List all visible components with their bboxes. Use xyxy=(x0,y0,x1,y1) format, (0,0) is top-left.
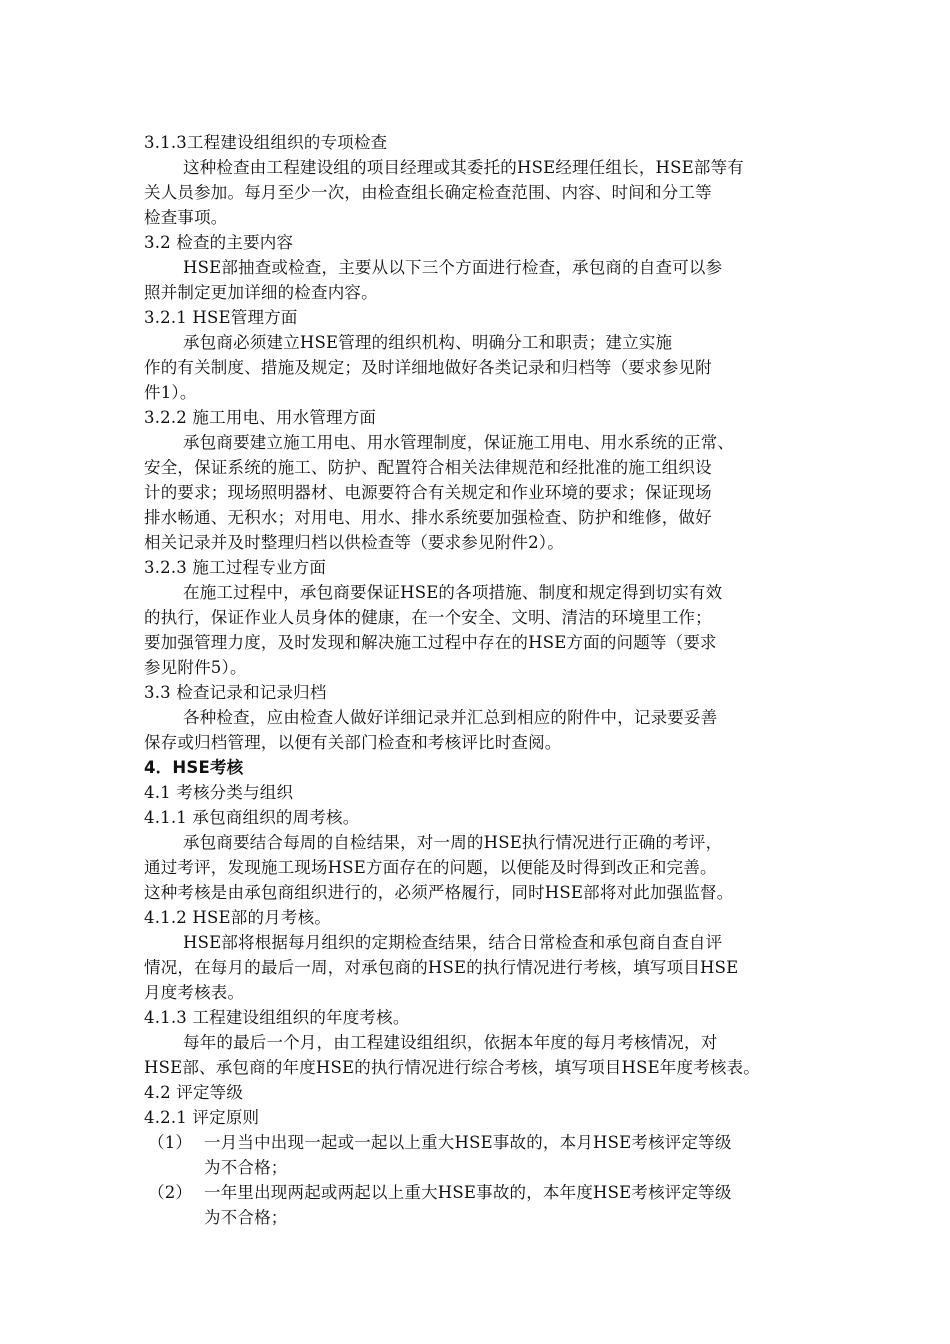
section-heading-4-1-2: 4.1.2 HSE部的月考核。 xyxy=(144,908,331,927)
paragraph-line: 承包商必须建立HSE管理的组织机构、明确分工和职责；建立实施 xyxy=(183,333,673,352)
list-item-line: 为不合格； xyxy=(204,1158,288,1177)
list-marker: （2） xyxy=(148,1183,193,1202)
section-heading-4-1-1: 4.1.1 承包商组织的周考核。 xyxy=(144,808,360,827)
paragraph-line: 检查事项。 xyxy=(144,208,228,227)
section-heading-4-2-1: 4.2.1 评定原则 xyxy=(144,1108,260,1127)
section-heading-3-2-3: 3.2.3 施工过程专业方面 xyxy=(144,558,327,577)
paragraph-line: 要加强管理力度，及时发现和解决施工过程中存在的HSE方面的问题等（要求 xyxy=(144,633,717,652)
paragraph-line: 安全，保证系统的施工、防护、配置符合相关法律规范和经批准的施工组织设 xyxy=(144,458,712,477)
section-heading-3-2-2: 3.2.2 施工用电、用水管理方面 xyxy=(144,408,377,427)
section-heading-3-2-1: 3.2.1 HSE管理方面 xyxy=(144,308,298,327)
section-heading-4-2: 4.2 评定等级 xyxy=(144,1083,244,1102)
list-item-line: 一年里出现两起或两起以上重大HSE事故的，本年度HSE考核评定等级 xyxy=(204,1183,732,1202)
section-heading-3-3: 3.3 检查记录和记录归档 xyxy=(144,683,327,702)
paragraph-line: 月度考核表。 xyxy=(144,983,245,1002)
paragraph-line: 各种检查，应由检查人做好详细记录并汇总到相应的附件中，记录要妥善 xyxy=(183,708,718,727)
paragraph-line: 每年的最后一个月，由工程建设组组织，依据本年度的每月考核情况，对 xyxy=(183,1033,718,1052)
section-heading-4-1: 4.1 考核分类与组织 xyxy=(144,783,294,802)
section-heading-3-1-3: 3.1.3工程建设组组织的专项检查 xyxy=(144,133,388,152)
list-marker: （1） xyxy=(148,1133,193,1152)
list-item-line: 为不合格； xyxy=(204,1208,288,1227)
paragraph-line: 关人员参加。每月至少一次，由检查组长确定检查范围、内容、时间和分工等 xyxy=(144,183,712,202)
paragraph-line: 这种检查由工程建设组的项目经理或其委托的HSE经理任组长，HSE部等有 xyxy=(183,158,744,177)
list-item-line: 一月当中出现一起或一起以上重大HSE事故的，本月HSE考核评定等级 xyxy=(204,1133,732,1152)
paragraph-line: 参见附件5）。 xyxy=(144,658,247,677)
chapter-heading-4: 4．HSE考核 xyxy=(144,758,244,777)
paragraph-line: 这种考核是由承包商组织进行的，必须严格履行，同时HSE部将对此加强监督。 xyxy=(144,883,734,902)
paragraph-line: 在施工过程中，承包商要保证HSE的各项措施、制度和规定得到切实有效 xyxy=(183,583,723,602)
paragraph-line: 承包商要建立施工用电、用水管理制度，保证施工用电、用水系统的正常、 xyxy=(183,433,735,452)
paragraph-line: 保存或归档管理，以便有关部门检查和考核评比时查阅。 xyxy=(144,733,562,752)
paragraph-line: 件1）。 xyxy=(144,383,197,402)
paragraph-line: 计的要求；现场照明器材、电源要符合有关规定和作业环境的要求；保证现场 xyxy=(144,483,712,502)
paragraph-line: 的执行，保证作业人员身体的健康，在一个安全、文明、清洁的环境里工作； xyxy=(144,608,712,627)
paragraph-line: 承包商要结合每周的自检结果，对一周的HSE执行情况进行正确的考评， xyxy=(183,833,723,852)
paragraph-line: 通过考评，发现施工现场HSE方面存在的问题，以便能及时得到改正和完善。 xyxy=(144,858,717,877)
section-heading-3-2: 3.2 检查的主要内容 xyxy=(144,233,294,252)
paragraph-line: HSE部抽查或检查，主要从以下三个方面进行检查，承包商的自查可以参 xyxy=(183,258,723,277)
paragraph-line: 排水畅通、无积水；对用电、用水、排水系统要加强检查、防护和维修，做好 xyxy=(144,508,712,527)
paragraph-line: 作的有关制度、措施及规定；及时详细地做好各类记录和归档等（要求参见附 xyxy=(144,358,712,377)
paragraph-line: 情况，在每月的最后一周，对承包商的HSE的执行情况进行考核，填写项目HSE xyxy=(144,958,739,977)
paragraph-line: HSE部将根据每月组织的定期检查结果，结合日常检查和承包商自查自评 xyxy=(183,933,723,952)
paragraph-line: HSE部、承包商的年度HSE的执行情况进行综合考核，填写项目HSE年度考核表。 xyxy=(144,1058,761,1077)
paragraph-line: 相关记录并及时整理归档以供检查等（要求参见附件2）。 xyxy=(144,533,564,552)
section-heading-4-1-3: 4.1.3 工程建设组组织的年度考核。 xyxy=(144,1008,410,1027)
paragraph-line: 照并制定更加详细的检查内容。 xyxy=(144,283,378,302)
